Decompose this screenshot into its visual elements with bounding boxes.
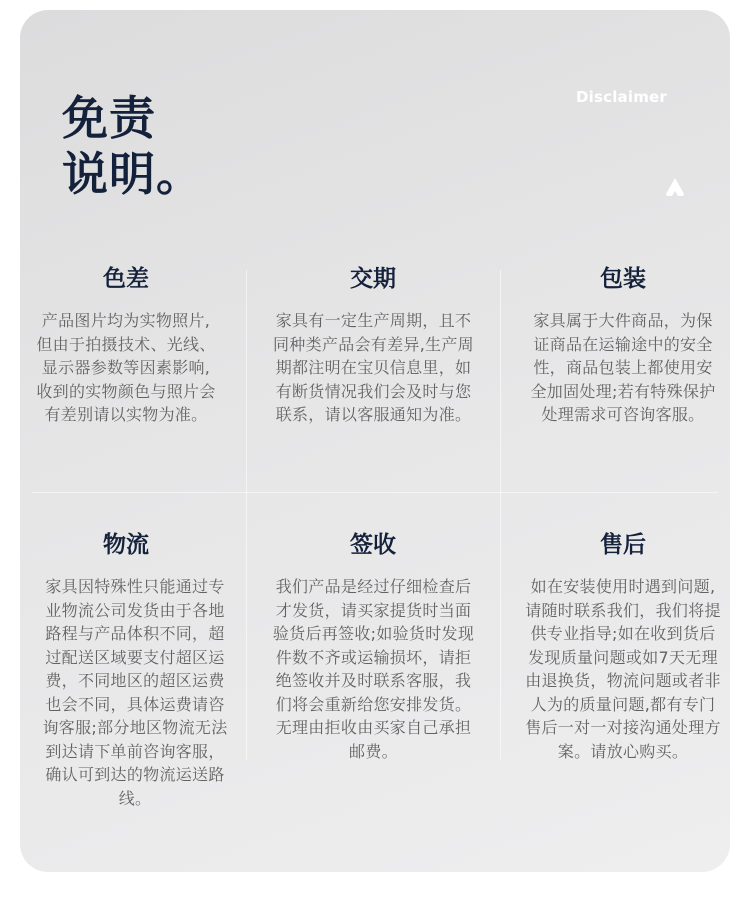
page-title-line1: 免责 [62,91,156,145]
section-logistics [26,529,226,810]
divider [500,270,501,760]
section-title: 签收 [350,532,396,558]
page-title-line2: 说明。 [62,147,203,201]
section-title: 售后 [600,532,646,558]
section-body: 如在安装使用时遇到问题,请随时联系我们，我们将提供专业指导;如在收到货后发现质量问题或如7天无理由退换货，物流问题或者非人为的质量问题,都有专门售后一对一对接沟通处理方案。请放心购买。 [525,577,721,761]
page-subtitle: Disclaimer [576,88,668,106]
section-lead-time [273,263,473,427]
divider [32,492,718,493]
divider [246,270,247,760]
section-title: 物流 [103,532,149,558]
section-body: 家具因特殊性只能通过专业物流公司发货由于各地路程与产品体积不同，超过配送区域要支付超区运费，不同地区的超区运费也会不同，具体运费请咨询客服;部分地区物流无法到达请下单前咨询客服，确认可到达的物流运送路线。 [42,577,228,808]
section-body: 我们产品是经过仔细检查后才发货，请买家提货时当面验货后再签收;如验货时发现件数不齐或运输损坏，请拒绝签收并及时联系客服，我们将会重新给您安排发货。无理由拒收由买家自己承担邮费。 [272,577,475,761]
section-packaging [523,263,723,427]
page-title [62,90,203,202]
section-body: 家具有一定生产周期，且不同种类产品会有差异,生产周期都注明在宝贝信息里，如有断货情况我们会及时与您联系，请以客服通知为准。 [273,311,474,424]
section-after-sales [523,529,723,763]
section-title: 色差 [103,266,149,292]
section-body: 家具属于大件商品，为保证商品在运输途中的安全性，商品包装上都使用安全加固处理;若有特殊保护处理需求可咨询客服。 [530,311,716,424]
section-title: 交期 [350,266,396,292]
section-receipt [273,529,473,763]
section-color-difference [26,263,226,427]
section-title: 包装 [600,266,646,292]
ribbon-icon [665,177,685,197]
section-body: 产品图片均为实物照片,但由于拍摄技术、光线、显示器参数等因素影响,收到的实物颜色与照片会有差别请以实物为准。 [36,311,216,424]
